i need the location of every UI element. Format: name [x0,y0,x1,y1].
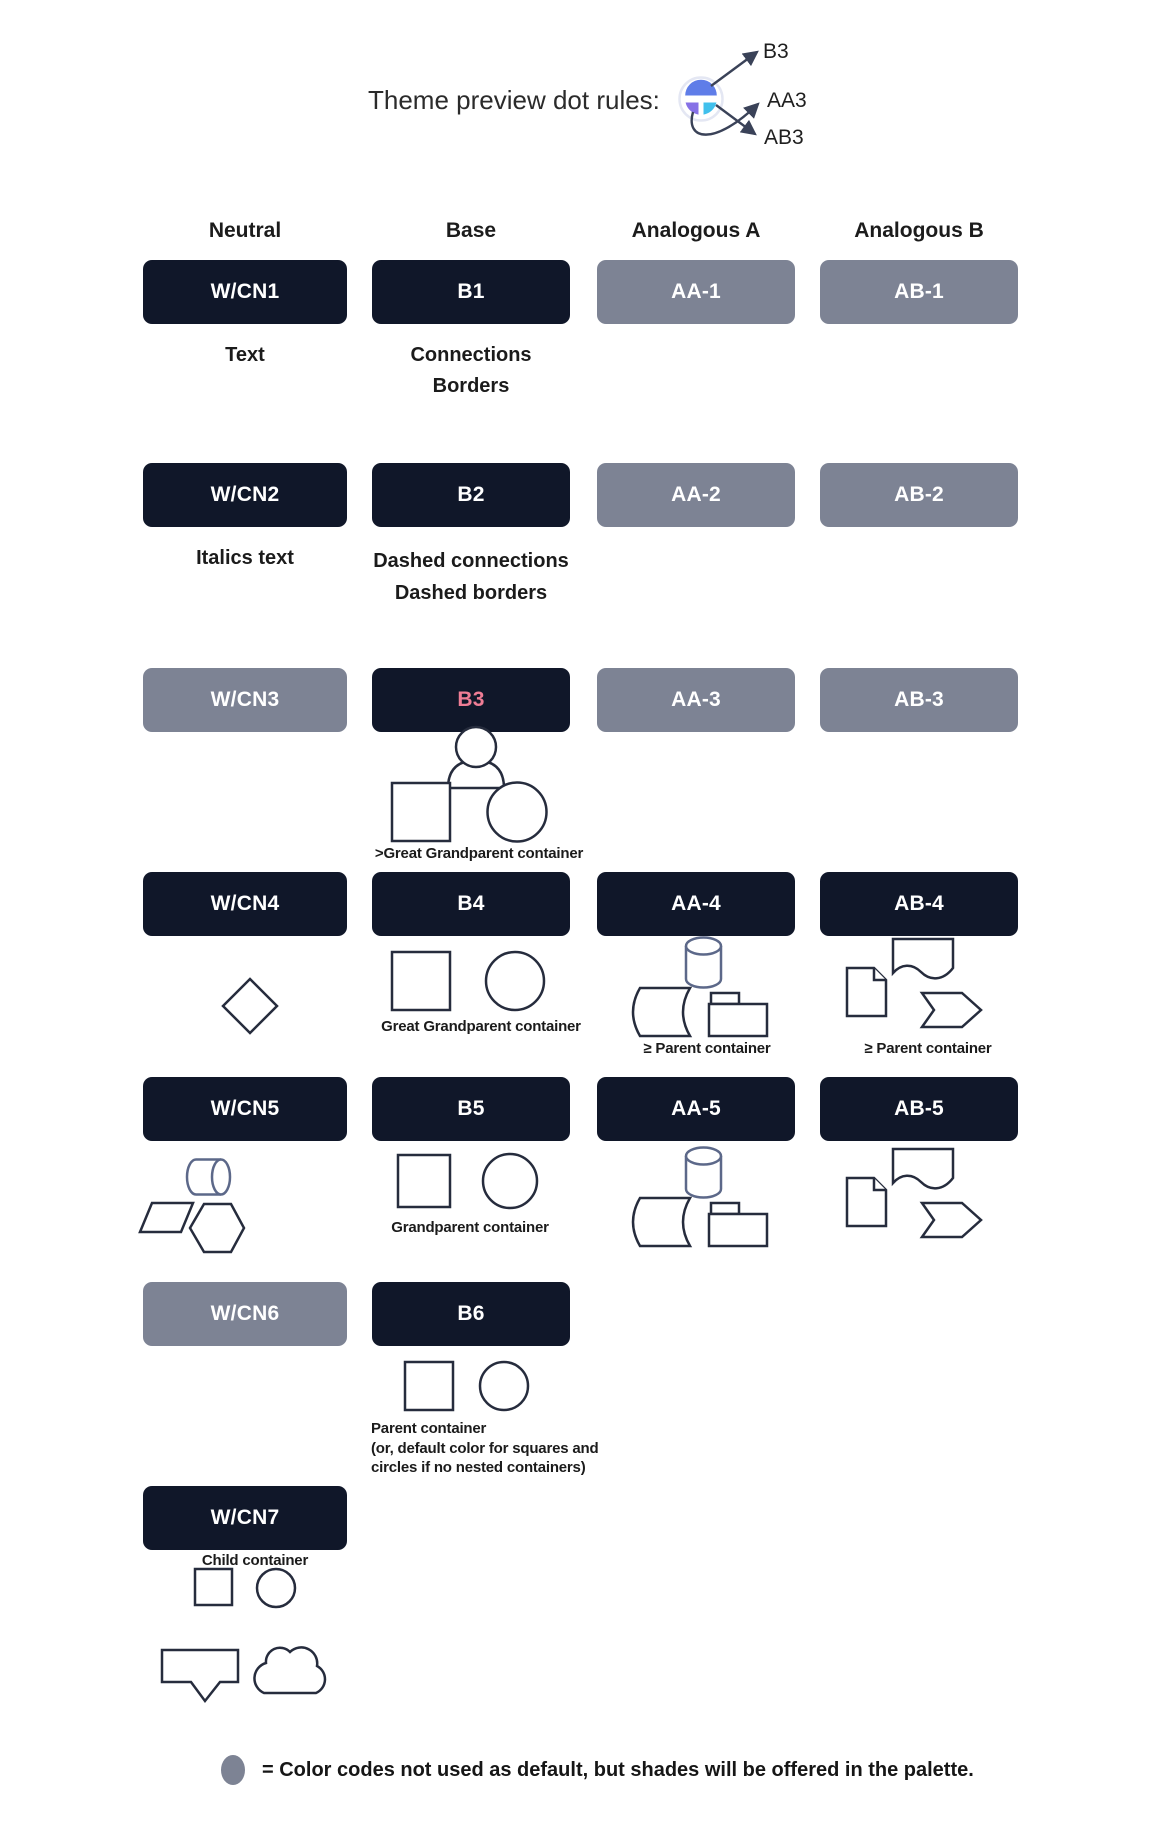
b6-parent-shapes [405,1362,528,1410]
chevron-shape [922,993,981,1027]
aa4-parent-shapes [633,938,767,1037]
stored-data-shape [633,988,690,1036]
ab4-parent-shapes [847,939,981,1027]
tabbed-rectangle-shape [709,1214,767,1246]
note-parent-container: Parent container [371,1420,487,1437]
column-header-base: Base [445,219,497,242]
swatch-ab2: AB-2 [820,463,1018,527]
b5-grandparent-shapes [398,1154,537,1208]
swatch-wcn5: W/CN5 [143,1077,347,1141]
note-italics-text: Italics text [196,547,294,569]
person-head-icon [456,727,496,767]
note-grandparent-container: Grandparent container [391,1219,549,1236]
square-shape [405,1362,453,1410]
swatch-ab1: AB-1 [820,260,1018,324]
square-shape [195,1569,232,1605]
swatch-ab3: AB-3 [820,668,1018,732]
swatch-wcn7: W/CN7 [143,1486,347,1550]
swatch-wcn2: W/CN2 [143,463,347,527]
speech-bubble-shape [162,1650,238,1701]
swatch-wcn1: W/CN1 [143,260,347,324]
note-parent-container-ab: ≥ Parent container [864,1040,992,1057]
swatch-aa3: AA-3 [597,668,795,732]
note-parent-container-detail2: circles if no nested containers) [371,1459,586,1476]
swatch-b6: B6 [372,1282,570,1346]
swatch-ab4: AB-4 [820,872,1018,936]
dot-bottom-right-cyan [704,103,717,115]
stored-data-shape [633,1198,690,1246]
dot-rule-label-ab3: AB3 [764,126,804,149]
arrow-to-b3 [711,52,757,86]
wcn7-child-shapes [162,1569,325,1701]
swatch-b1: B1 [372,260,570,324]
ab5-shapes [847,1149,981,1237]
swatch-b3: B3 [372,668,570,732]
swatch-wcn4: W/CN4 [143,872,347,936]
horizontal-cylinder-cap [212,1160,230,1195]
chevron-shape [922,1203,981,1237]
swatch-aa5: AA-5 [597,1077,795,1141]
circle-shape [257,1569,295,1607]
circle-shape [480,1362,528,1410]
page-fold [874,968,886,980]
legend-gray-dot [221,1755,245,1785]
note-great-grandparent-container: Great Grandparent container [381,1018,581,1035]
note-borders: Borders [432,375,510,397]
document-shape [893,1149,953,1188]
square-shape [398,1155,450,1207]
aa5-shapes [633,1148,767,1247]
note-child-container: Child container [201,1552,309,1569]
note-parent-container-aa: ≥ Parent container [643,1040,771,1057]
theme-preview-dot-icon [680,52,759,135]
dot-rule-label-aa3: AA3 [767,89,807,112]
swatch-aa2: AA-2 [597,463,795,527]
diamond-shape [223,979,277,1033]
cylinder-top [686,938,721,955]
square-shape [392,783,450,841]
parallelogram-shape [140,1203,193,1232]
swatch-wcn3: W/CN3 [143,668,347,732]
dot-rule-label-b3: B3 [763,40,789,63]
wcn5-shapes [140,1160,244,1253]
column-header-analogous-a: Analogous A [631,219,761,242]
tab-shape [711,1203,739,1214]
note-parent-container-detail1: (or, default color for squares and [371,1440,599,1457]
circle-shape [488,783,547,842]
note-gt-great-grandparent-container: >Great Grandparent container [374,845,584,862]
circle-shape [486,952,544,1010]
swatch-b4: B4 [372,872,570,936]
cylinder-top [686,1148,721,1165]
note-connections: Connections [410,344,532,366]
b3-great-grandparent-shapes [392,727,547,842]
swatch-b2: B2 [372,463,570,527]
legend-text: = Color codes not used as default, but shades will be offered in the palette. [262,1759,974,1781]
square-shape [392,952,450,1010]
hexagon-shape [190,1204,244,1252]
swatch-aa4: AA-4 [597,872,795,936]
tabbed-rectangle-shape [709,1004,767,1036]
note-text: Text [225,344,265,366]
b4-great-grandparent-shapes [392,952,544,1010]
swatch-ab5: AB-5 [820,1077,1018,1141]
swatch-aa1: AA-1 [597,260,795,324]
tab-shape [711,993,739,1004]
page-title: Theme preview dot rules: [368,85,660,115]
swatch-wcn6: W/CN6 [143,1282,347,1346]
column-header-analogous-b: Analogous B [854,219,984,242]
circle-shape [483,1154,537,1208]
swatch-b5: B5 [372,1077,570,1141]
note-dashed-connections: Dashed connections [373,550,569,572]
document-shape [893,939,953,978]
dot-top-half-blue [685,80,717,96]
note-dashed-borders: Dashed borders [394,582,548,604]
cloud-shape [254,1647,325,1693]
column-header-neutral: Neutral [208,219,282,242]
